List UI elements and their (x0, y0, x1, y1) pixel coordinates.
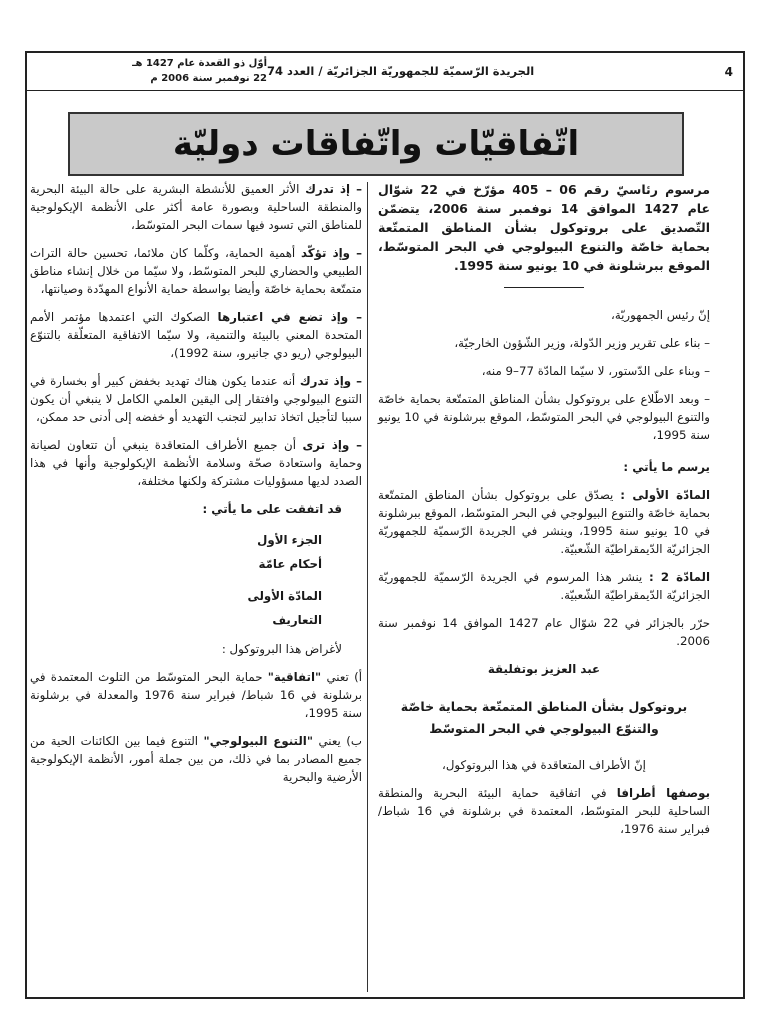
definition-a-term: "اتفاقية" (267, 670, 322, 684)
article-2-label: المادّة 2 : (649, 570, 710, 584)
consideration-1 (30, 180, 362, 234)
article-one-heading: المادّة الأولى (247, 589, 322, 603)
article-2 (378, 568, 710, 604)
definition-a-text: حماية البحر المتوسّط من التلوث المعتمدة في برشلونة في 16 شباط/ فبراير سنة 1976 والمعدلة في برشلونة سنة 1995، (30, 670, 362, 720)
president-line: إنّ رئيس الجمهوريّة، (611, 308, 710, 322)
consideration-1-label: – إذ تدرك (305, 182, 362, 196)
left-column (30, 180, 362, 796)
recital-1: – بناء على تقرير وزير الدّولة، وزير الشّؤون الخارجيّة، (454, 336, 710, 350)
part-headings (30, 528, 322, 632)
consideration-2 (30, 244, 362, 298)
consideration-5-text: أن جميع الأطراف المتعاقدة ينبغي أن تتعاون لصيانة وحماية واستعادة صحّة وسلامة الأنظمة الإيكولوجية وأنها في هذا الصدد لديها مسؤوليات مشتركة ولكنها مختلفة، (30, 438, 362, 488)
consideration-4-text: أنه عندما يكون هناك تهديد بخفض كبير أو بخسارة في التنوع البيولوجي وافتقار إلى اليقين العلمي الكامل لا ينبغي أن يكون سببا لتأجيل اتخاذ تدابير لتجنب التهديد أو خفضه إلى أدنى حد ممكن، (30, 374, 362, 424)
article-2-text: ينشر هذا المرسوم في الجريدة الرّسميّة للجمهوريّة الجزائريّة الدّيمقراطيّة الشّعبيّة. (378, 570, 710, 602)
article-1-text: يصدّق على بروتوكول بشأن المناطق المتمتّعة بحماية خاصّة والتنوع البيولوجي في البحر المتوسّط، الموقع ببرشلونة في 10 يونيو سنة 1995، وينشر في الجريدة الرّسميّة للجمهوريّة الجزائريّة الدّيمقراطيّة الشّعبيّة. (378, 488, 710, 556)
definitions-heading: التعاريف (272, 613, 322, 627)
consideration-3-text: الصكوك التي اعتمدها مؤتمر الأمم المتحدة المعني بالبيئة والتنمية، ولا سيّما الاتفاقية المتعلّقة بالتنوّع البيولوجي (ريو دي جانيرو، سنة 1992)، (30, 310, 362, 360)
consideration-2-text: أهمية الحماية، وكلّما كان ملائما، تحسين حالة التراث الطبيعي والحضاري للبحر المتوسّط، ولا سيّما من خلال إنشاء مناطق متمتّعة بحماية خاصّة وأيضا بواسطة حماية الأنواع المهدّدة وصيانتها، (30, 246, 362, 296)
definition-b-prefix: ب) يعني (312, 734, 362, 748)
general-provisions: أحكام عامّة (258, 557, 322, 571)
definition-b (30, 732, 362, 786)
article-1 (378, 486, 710, 558)
right-column (378, 180, 710, 848)
journal-title: الجريدة الرّسميّة للجمهوريّة الجزائريّة / العدد 74 (267, 64, 535, 78)
consideration-5-label: – وإذ ترى (302, 438, 363, 452)
recital-3: – وبعد الاطّلاع على بروتوكول بشأن المناطق المتمتّعة بحماية خاصّة والتنوع البيولوجي في البحر المتوسّط، الموقع ببرشلونة في 10 يونيو سنة 1995، (378, 392, 710, 442)
separator-rule (504, 287, 584, 288)
consideration-3 (30, 308, 362, 362)
decree-title: مرسوم رئاسيّ رقم 06 – 405 مؤرّخ في 22 شوّال عام 1427 الموافق 14 نوفمبر سنة 2006، يتضمّن التّصديق على بروتوكول بشأن المناطق المتمتّعة بحماية خاصّة والتنوع البيولوجي في البحر المتوسّط، الموقع ببرشلونة في 10 يونيو سنة 1995. (378, 182, 710, 273)
consideration-2-label: – وإذ تؤكّد (300, 246, 363, 260)
date-hijri: أوّل ذو القعدة عام 1427 هـ (132, 58, 267, 69)
consideration-4 (30, 372, 362, 426)
protocol-title (378, 696, 710, 740)
issue-date (132, 56, 267, 86)
as-parties-label: بوصفها أطرافا (616, 786, 711, 800)
section-title: اتّفاقيّات واتّفاقات دوليّة (172, 124, 580, 164)
consideration-5 (30, 436, 362, 490)
agreed-heading: قد اتفقت على ما يأتي : (202, 502, 342, 516)
protocol-title-line-2: والتنوّع البيولوجي في البحر المتوسّط (429, 721, 659, 736)
page-number: 4 (724, 65, 733, 79)
article-1-label: المادّة الأولى : (620, 488, 710, 502)
part-one: الجزء الأول (257, 533, 322, 547)
definition-b-text: التنوع فيما بين الكائنات الحية من جميع المصادر بما في ذلك، من بين جملة أمور، الأنظمة الإيكولوجية الأرضية والبحرية (30, 734, 362, 784)
consideration-1-text: الأثر العميق للأنشطة البشرية على حالة البيئة البحرية والمنطقة الساحلية وبصورة عامة أكثر على الأنظمة الإيكولوجية للمناطق التي تسود فيها سمات البحر المتوسّط، (30, 182, 362, 232)
consideration-4-label: – وإذ تدرك (299, 374, 362, 388)
protocol-title-line-1: بروتوكول بشأن المناطق المتمتّعة بحماية خاصّة (400, 699, 688, 714)
page-header (27, 53, 743, 91)
parties-line: إنّ الأطراف المتعاقدة في هذا البروتوكول، (442, 758, 646, 772)
recital-2: – وبناء على الدّستور، لا سيّما المادّة 77–9 منه، (481, 364, 710, 378)
definition-b-term: "التنوع البيولوجي" (203, 734, 313, 748)
column-divider (367, 182, 368, 992)
decrees-heading: يرسم ما يأتي : (623, 460, 710, 474)
signature: عبد العزيز بوتفليقة (487, 662, 601, 676)
as-parties-text: في اتفاقية حماية البيئة البحرية والمنطقة الساحلية للبحر المتوسّط، المعتمدة في برشلونة في 16 شباط/ فبراير سنة 1976، (378, 786, 710, 836)
definition-a-prefix: أ) تعني (321, 670, 362, 684)
section-banner (68, 112, 684, 176)
purposes-line: لأغراض هذا البروتوكول : (221, 642, 342, 656)
date-gregorian: 22 نوفمبر سنة 2006 م (150, 73, 267, 84)
definition-a (30, 668, 362, 722)
as-parties (378, 784, 710, 838)
done-at: حرّر بالجزائر في 22 شوّال عام 1427 الموافق 14 نوفمبر سنة 2006. (378, 616, 710, 648)
consideration-3-label: – وإذ تضع في اعتبارها (217, 310, 362, 324)
